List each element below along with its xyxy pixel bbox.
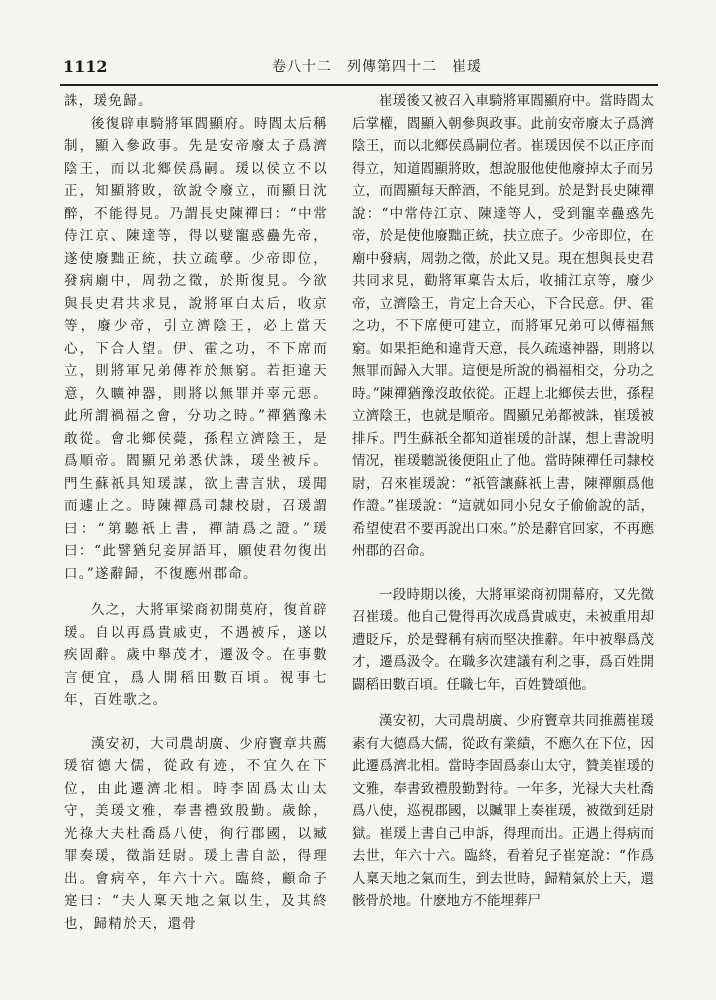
paragraph-gap <box>352 563 654 584</box>
paragraph-gap <box>64 712 328 733</box>
translation-column <box>352 90 654 913</box>
page-header <box>0 0 716 90</box>
paragraph: 漢安初，大司農胡廣、少府竇章共同推薦崔瑗素有大德爲大儒，從政有業績，不應久在下位，因此遷爲濟北相。當時李固爲泰山太守，贊美崔瑗的文雅，奉書致禮殷勤對待。一年多，光禄大夫杜喬爲八使，巡視郡國，以贓罪上奏崔瑗，被徵到廷尉獄。崔瑗上書自己申訴，得理而出。正遇上得病而去世，年六十六。臨終，看着兒子崔寔說：“作爲人稟天地之氣而生，到去世時，歸精氣於上天，還骸骨於地。什麽地方不能埋葬尸 <box>352 713 654 909</box>
chapter-title: 卷八十二 列傳第四十二 崔瑗 <box>272 59 482 75</box>
paragraph: 後復辟車騎將軍閻顯府。時閻太后稱制，顯入參政事。先是安帝廢太子爲濟陰王，而以北鄉侯爲嗣。瑗以侯立不以正，知顯將敗，欲說令廢立，而顯日沈醉，不能得見。乃謂長史陳禪曰：“中常侍江京、陳達等，得以嬖寵惑蠱先帝，遂使廢黜正統，扶立疏孽。少帝即位，發病廟中，周勃之徵，於斯復見。今欲與長史君共求見，說將軍白太后，收京等，廢少帝，引立濟陰王，必上當天心，下合人望。伊、霍之功，不下席而立，則將軍兄弟傳祚於無窮。若拒違天意，久曠神器，則將以無罪并辜元惡。此所謂禍福之會，分功之時。”禪猶豫未敢從。會北鄉侯薨，孫程立濟陰王，是爲順帝。閻顯兄弟悉伏誅，瑗坐被斥。門生蘇祇具知瑗謀，欲上書言狀，瑗聞而遽止之。時陳禪爲司隸校尉，召瑗謂曰：“第聽祇上書，禪請爲之證。”瑗曰：“此譬猶兒妾屏語耳，願使君勿復出口。”遂辭歸，不復應州郡命。 <box>64 115 328 582</box>
paragraph-gap <box>64 585 328 599</box>
paragraph: 誅，瑗免歸。 <box>64 93 153 109</box>
paragraph: 漢安初，大司農胡廣、少府竇章共薦瑗宿德大儒，從政有迹，不宜久在下位，由此遷濟北相。時李固爲太山太守，美瑗文雅，奉書禮致殷勤。歲餘，光祿大夫杜喬爲八使，徇行郡國，以臧罪奏瑗，徵詣廷尉。瑗上書自訟，得理出。會病卒，年六十六。臨終，顧命子寔曰：“夫人稟天地之氣以生，及其終也，歸精於天，還骨 <box>64 735 328 932</box>
paragraph: 崔瑗後又被召入車騎將軍閻顯府中。當時閻太后掌權，閻顯入朝參與政事。此前安帝廢太子爲濟陰王，而以北鄉侯爲嗣位者。崔瑗因侯不以正序而得立，知道閻顯將敗，想說服他使他廢掉太子而另立，而閻顯每天醉酒，不能見到。於是對長史陳禪說：“中常侍江京、陳達等人，受到寵幸蠱惑先帝，於是使他廢黜正統，扶立庶子。少帝即位，在廟中發病，周勃之徵，於此又見。現在想與長史君共同求見，勸將軍稟告太后，收捕江京等，廢少帝，立濟陰王，肯定上合天心，下合民意。伊、霍之功，不下席便可建立，而將軍兄弟可以傳福無窮。如果拒絶和違背天意，長久疏遠神器，則將以無罪而歸入大罪。這便是所說的禍福相交，分功之時。”陳禪猶豫沒敢依從。正趕上北鄉侯去世，孫程立濟陰王，也就是順帝。閻顯兄弟都被誅，崔瑗被排斥。門生蘇祇全都知道崔瑗的計謀，想上書說明情况，崔瑗聽説後便阻止了他。當時陳禪任司隸校尉，召來崔瑗說：“祇管讓蘇祇上書，陳禪願爲他作證。”崔瑗說：“這就如同小兒女子偷偷說的話，希望使君不要再說出口來。”於是辭官回家，不再應州郡的召命。 <box>352 93 654 559</box>
header-rule <box>60 84 658 86</box>
classical-text-column <box>64 90 328 935</box>
page-number: 1112 <box>63 57 108 76</box>
paragraph-gap <box>352 696 654 710</box>
paragraph: 久之，大將軍梁商初開莫府，復首辟瑗。自以再爲貴戚吏，不遇被斥，遂以疾固辭。歲中舉茂才，遷汲令。在事數言便宜，爲人開稻田數百頃。視事七年，百姓歌之。 <box>64 602 328 708</box>
paragraph: 一段時期以後，大將軍梁商初開幕府，又先徵召崔瑗。他自己覺得再次成爲貴戚吏，未被重用却遭貶斥，於是聲稱有病而堅决推辭。年中被舉爲茂才，遷爲汲令。在職多次建議有利之事，爲百姓開闢稻田數百頃。任職七年，百姓贊頌他。 <box>352 586 654 693</box>
